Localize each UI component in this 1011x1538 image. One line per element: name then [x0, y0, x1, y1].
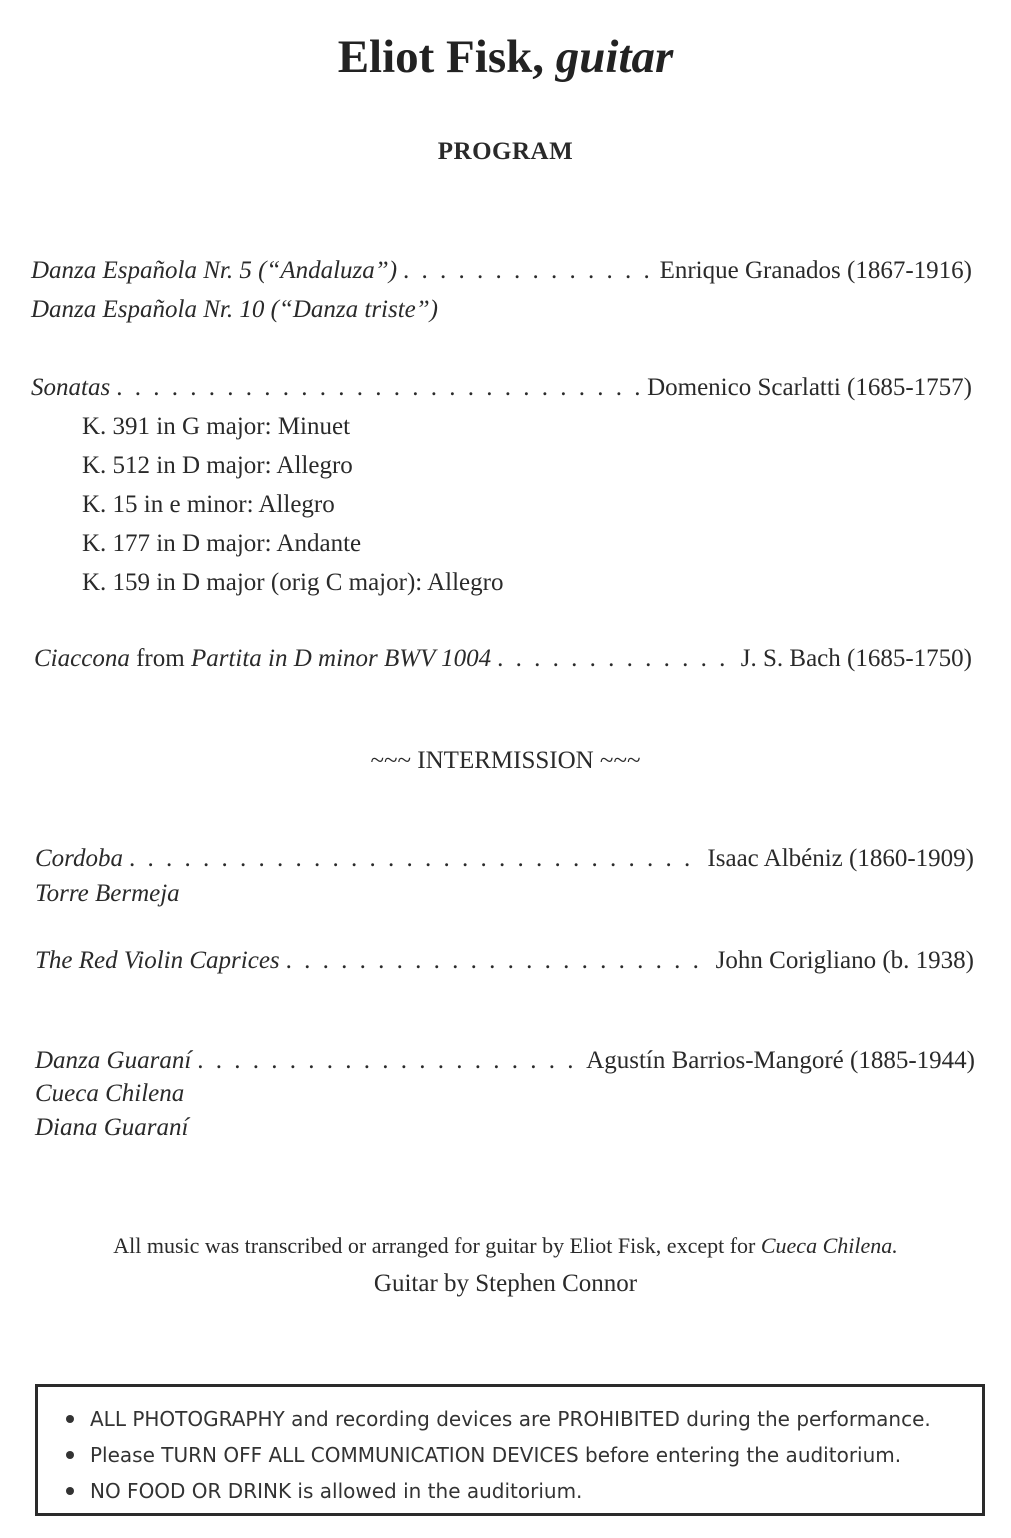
program-item-scarlatti — [31, 375, 972, 400]
sonata-movement: K. 159 in D major (orig C major): Allegro — [82, 569, 504, 596]
notice-box — [35, 1384, 985, 1516]
arrangement-exception: Cueca Chilena. — [760, 1233, 898, 1258]
program-item-barrios — [35, 1048, 975, 1073]
arrangement-note — [0, 1233, 1011, 1259]
notice-text: NO FOOD OR DRINK is allowed in the auditorium. — [90, 1479, 583, 1503]
work-connector: from — [129, 645, 191, 672]
work-title: Danza Española Nr. 10 (“Danza triste”) — [31, 296, 438, 323]
bullet-icon — [66, 1487, 74, 1495]
composer: Domenico Scarlatti (1685-1757) — [647, 374, 972, 401]
composer: Agustín Barrios-Mangoré (1885-1944) — [586, 1047, 975, 1074]
composer: Enrique Granados (1867-1916) — [659, 257, 972, 284]
work-title: Diana Guaraní — [35, 1114, 189, 1141]
guitar-maker-note: Guitar by Stephen Connor — [373, 1270, 638, 1297]
bullet-icon — [66, 1451, 74, 1459]
program-item-bach — [34, 646, 972, 671]
sonata-movement: K. 391 in G major: Minuet — [82, 413, 351, 440]
work-title: Danza Guaraní — [35, 1047, 192, 1074]
notice-text: Please TURN OFF ALL COMMUNICATION DEVICES before entering the auditorium. — [90, 1443, 902, 1467]
arrangement-text: All music was transcribed or arranged for guitar by Eliot Fisk, except for — [113, 1233, 761, 1258]
program-item-albeniz — [35, 846, 974, 871]
dot-leader — [403, 258, 654, 283]
performer-name: Eliot Fisk, — [337, 31, 545, 83]
work-title: Cordoba — [35, 845, 123, 872]
work-source: Partita in D minor BWV 1004 — [190, 645, 492, 672]
work-title: The Red Violin Caprices — [35, 947, 280, 974]
composer: Isaac Albéniz (1860-1909) — [707, 845, 974, 872]
program-item-corigliano — [35, 948, 974, 973]
performer-instrument: guitar — [555, 31, 674, 83]
sonata-movement: K. 15 in e minor: Allegro — [82, 491, 335, 518]
sonata-movement: K. 177 in D major: Andante — [82, 530, 362, 557]
notice-item — [66, 1473, 982, 1509]
composer: J. S. Bach (1685-1750) — [740, 645, 972, 672]
dot-leader — [286, 948, 710, 973]
work-title: Sonatas — [31, 374, 111, 401]
work-title: Cueca Chilena — [35, 1080, 185, 1107]
composer: John Corigliano (b. 1938) — [715, 947, 974, 974]
notice-item — [66, 1401, 982, 1437]
work-title: Torre Bermeja — [35, 880, 180, 907]
dot-leader — [129, 846, 701, 871]
sonata-movement: K. 512 in D major: Allegro — [82, 452, 353, 479]
dot-leader — [116, 375, 641, 400]
program-item-granados — [31, 258, 972, 283]
intermission-label: ~~~ INTERMISSION ~~~ — [370, 747, 641, 774]
notice-item — [66, 1437, 982, 1473]
notice-list — [38, 1387, 982, 1509]
bullet-icon — [66, 1415, 74, 1423]
notice-text: ALL PHOTOGRAPHY and recording devices are PROHIBITED during the performance. — [90, 1407, 931, 1431]
program-heading: PROGRAM — [437, 138, 574, 165]
page-title — [0, 30, 1011, 84]
dot-leader — [197, 1048, 580, 1073]
work-title: Ciaccona — [34, 645, 130, 672]
work-title: Danza Española Nr. 5 (“Andaluza”) — [31, 257, 398, 284]
dot-leader — [497, 646, 735, 671]
